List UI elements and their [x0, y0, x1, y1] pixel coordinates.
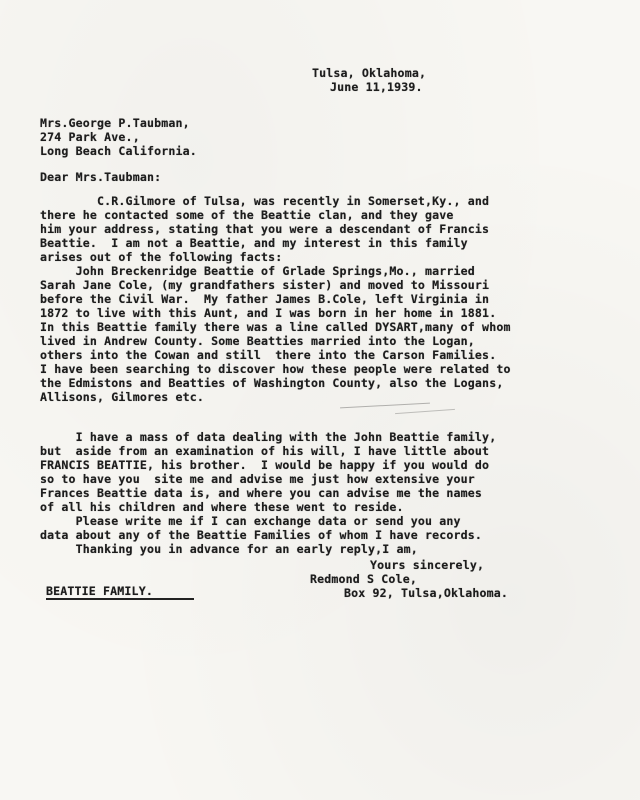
body-line: Thanking you in advance for an early reply,I am,	[40, 542, 418, 556]
body-line: John Breckenridge Beattie of Grlade Springs,Mo., married	[40, 264, 475, 278]
body-line: FRANCIS BEATTIE, his brother. I would be happy if you would do	[40, 458, 490, 472]
body-line: Beattie. I am not a Beattie, and my interest in this family	[40, 236, 468, 250]
scan-artifact	[395, 409, 455, 414]
body-line: others into the Cowan and still there into the Carson Families.	[40, 348, 497, 362]
body-line: Frances Beattie data is, and where you can advise me the names	[40, 486, 483, 500]
salutation: Dear Mrs.Taubman:	[40, 170, 162, 184]
body-line: but aside from an examination of his will, I have little about	[40, 444, 490, 458]
body-line: the Edmistons and Beatties of Washington County, also the Logans,	[40, 376, 504, 390]
body-line: lived in Andrew County. Some Beatties married into the Logan,	[40, 334, 475, 348]
dateline-place: Tulsa, Oklahoma,	[312, 66, 427, 80]
body-line: arises out of the following facts:	[40, 250, 283, 264]
signature-name: Redmond S Cole,	[310, 572, 417, 586]
scan-artifact	[340, 403, 430, 409]
body-line: 1872 to live with this Aunt, and I was born in her home in 1881.	[40, 306, 497, 320]
signature-address: Box 92, Tulsa,Oklahoma.	[344, 586, 508, 600]
body-line: data about any of the Beattie Families of whom I have records.	[40, 528, 483, 542]
body-line: In this Beattie family there was a line called DYSART,many of whom	[40, 320, 511, 334]
body-line: him your address, stating that you were a descendant of Francis	[40, 222, 490, 236]
body-line: so to have you site me and advise me just how extensive your	[40, 472, 475, 486]
body-line: there he contacted some of the Beattie clan, and they gave	[40, 208, 454, 222]
recipient-name: Mrs.George P.Taubman,	[40, 116, 190, 130]
body-line: of all his children and where these went to reside.	[40, 500, 404, 514]
dateline-date: June 11,1939.	[330, 80, 423, 94]
body-line: Allisons, Gilmores etc.	[40, 390, 204, 404]
body-line: I have been searching to discover how these people were related to	[40, 362, 511, 376]
recipient-city: Long Beach California.	[40, 144, 197, 158]
file-heading: BEATTIE FAMILY.	[46, 584, 153, 598]
body-line: I have a mass of data dealing with the John Beattie family,	[40, 430, 497, 444]
body-line: Please write me if I can exchange data or send you any	[40, 514, 461, 528]
body-line: Sarah Jane Cole, (my grandfathers sister) and moved to Missouri	[40, 278, 490, 292]
body-line: before the Civil War. My father James B.Cole, left Virginia in	[40, 292, 490, 306]
closing: Yours sincerely,	[370, 558, 485, 572]
body-line: C.R.Gilmore of Tulsa, was recently in Somerset,Ky., and	[40, 194, 490, 208]
recipient-street: 274 Park Ave.,	[40, 130, 140, 144]
heading-underline	[46, 598, 194, 600]
